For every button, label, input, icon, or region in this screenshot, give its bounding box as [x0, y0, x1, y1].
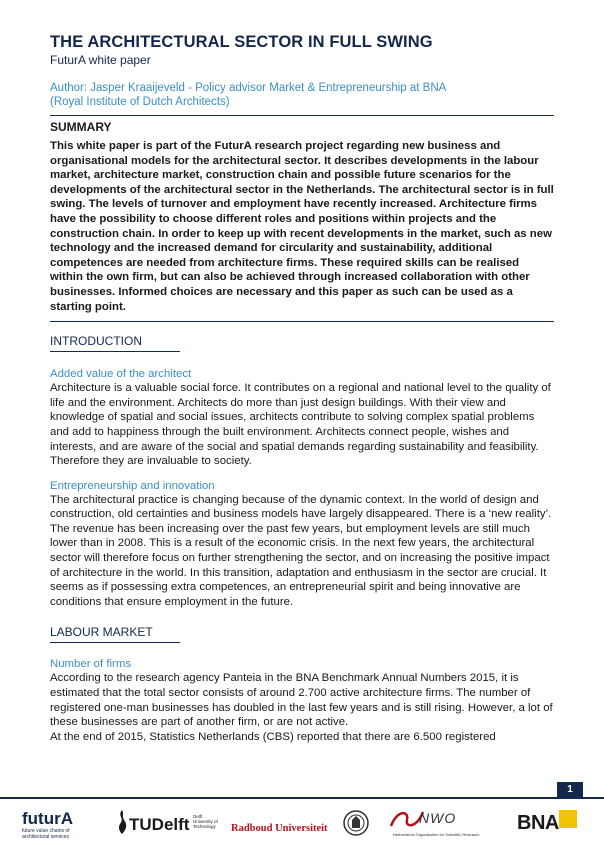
bna-logo-text: BNA [517, 812, 559, 834]
introduction-heading: INTRODUCTION [50, 334, 180, 352]
nwo-logo [387, 808, 497, 840]
labour-market-section [50, 623, 554, 744]
summary-heading: SUMMARY [50, 120, 112, 134]
entrepreneurship-paragraph: The architectural practice is changing because of the dynamic context. In the world of design and construction, old certainties and business models have largely disappeared. There is a ‘new reality’. The revenue has been increasing over the past few years, but employment levels are still much lower than in 2008. This is a result of the economic crisis. In the next few years, the architectural sector will therefore focus on further strengthening the sector, and on increasing the positive impact of architecture in the world. In this transition, adaptation and enthusiasm in the sector are crucial. It seems as if possessing extra competences, an entrepreneurial spirit and being innovative are conditions that ensure employment in the future. [50, 493, 552, 608]
author-info [50, 81, 490, 109]
summary-divider [50, 321, 554, 322]
statistics-paragraph: At the end of 2015, Statistics Netherlands (CBS) reported that there are 6.500 registered [50, 730, 496, 743]
bna-yellow-block [559, 810, 577, 828]
introduction-section [50, 332, 554, 609]
tudelft-logo-text: TUDelft [129, 815, 190, 834]
document-title: THE ARCHITECTURAL SECTOR IN FULL SWING [50, 33, 433, 51]
futura-tagline: future value chains of architectural services [22, 828, 70, 840]
radboud-logo-text: Radboud Universiteit [231, 823, 328, 834]
nwo-small-text: Netherlands Organisation for Scientific Research [393, 832, 480, 837]
number-of-firms-paragraph: According to the research agency Panteia in the BNA Benchmark Annual Numbers 2015, it is estimated that the total sector consists of around 2.700 active architecture firms. The number of registered one-man businesses has doubled in the last few years and is still rising. However, a lot of these businesses are part of another firm, or are not active. [50, 672, 553, 729]
futura-logo [22, 810, 92, 840]
nwo-logo-text: NWO [419, 810, 457, 826]
footer-divider [0, 797, 604, 799]
entrepreneurship-heading: Entrepreneurship and innovation [50, 479, 215, 492]
summary-section [50, 115, 554, 314]
author-line-2: (Royal Institute of Dutch Architects) [50, 96, 230, 108]
document-subtitle: FuturA white paper [50, 53, 151, 67]
page-number: 1 [557, 782, 583, 798]
radboud-logo [231, 818, 341, 836]
tudelft-small-text: Delft University of Technology [193, 814, 218, 829]
radboud-seal-icon [343, 808, 369, 838]
number-of-firms-heading: Number of firms [50, 658, 132, 671]
added-value-heading: Added value of the architect [50, 368, 192, 381]
labour-market-heading: LABOUR MARKET [50, 625, 180, 643]
author-line-1: Author: Jasper Kraaijeveld - Policy advisor Market & Entrepreneurship at BNA [50, 82, 447, 94]
bna-logo [517, 810, 581, 836]
document-page [50, 33, 554, 744]
tudelft-logo [113, 808, 218, 838]
added-value-paragraph: Architecture is a valuable social force. It contributes on a regional and national level to the quality of life and the environment. Architects do more than just design buildings. With their view and knowledge of spatial and social issues, architects contribute to solving complex spatial problems and add to happiness through the built environment. Architects connect people, wishes and interests, and are aware of the social and spatial demands regarding sustainability and feasibility. Therefore they are invaluable to society. [50, 382, 551, 468]
summary-text: This white paper is part of the FuturA research project regarding new business and organisational models for the architectural sector. It describes developments in the labour market, architecture market, construction chain and possible future scenarios for the developments of the architectural sector in the Netherlands. The architectural sector is in full swing. The levels of turnover and employment have recently increased. Architecture firms have the possibility to choose different roles and positions within projects and the construction chain. In order to keep up with recent developments in the market, such as new technology and the increased demand for circularity and sustainability, additional competences are needed from architecture firms. These required skills can be realised within the own firm, but can also be achieved through increased collaboration with other businesses. Informed choices are necessary and this paper as such can be used as a starting point. [50, 140, 554, 313]
futura-logo-text: futurA [22, 809, 73, 828]
